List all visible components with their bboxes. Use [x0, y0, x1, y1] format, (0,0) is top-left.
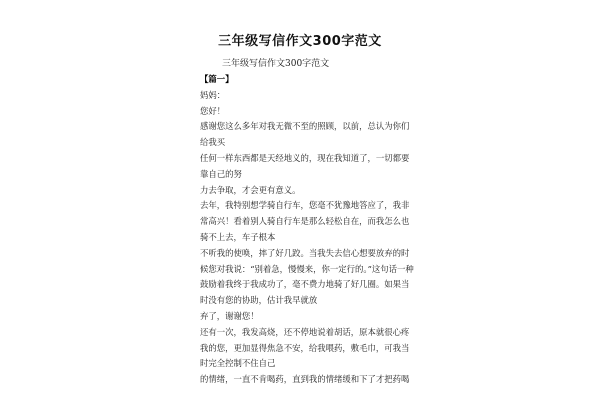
- body-line: 去年，我特别想学骑自行车，您毫不犹豫地答应了，我非常高兴！看着别人骑自行车是那么轻松自在，而我怎么也骑不上去，车子根本: [200, 200, 410, 242]
- body-line: 还有一次，我发高烧，还不停地说着胡话，原本就很心疼我的您，更加显得焦急不安，给我喂药，敷毛巾，可我当时完全控制不住自己: [200, 326, 410, 369]
- body-line: 妈妈：: [200, 89, 226, 100]
- body-line: 您好！: [200, 105, 226, 116]
- body-line: 任何一样东西都是天经地义的，现在我知道了，一切都要靠自己的努: [200, 152, 410, 179]
- body-line: 不听我的使唤，摔了好几跤。当我失去信心想要放弃的时候您对我说：“别着急，慢慢来，你一定行的。”这句话一种鼓励着我终于我成功了，毫不费力地骑了好几圈。如果当时没有您的协助，估计我早就放: [200, 247, 414, 306]
- document-title: 三年级写信作文300字范文: [218, 34, 382, 49]
- body-line: 弃了，谢谢您！: [200, 310, 259, 321]
- section-label: 【篇一】: [200, 74, 234, 84]
- body-line: 感谢您这么多年对我无微不至的照顾，以前，总认为你们给我买: [200, 121, 410, 148]
- document-body: [200, 72, 415, 388]
- body-line: 力去争取，才会更有意义。: [200, 184, 301, 195]
- body-line: 的情绪，一直不肯喝药，直到我的情绪缓和下了才把药喝: [200, 374, 410, 385]
- document-subtitle: 三年级写信作文300字范文: [222, 59, 330, 69]
